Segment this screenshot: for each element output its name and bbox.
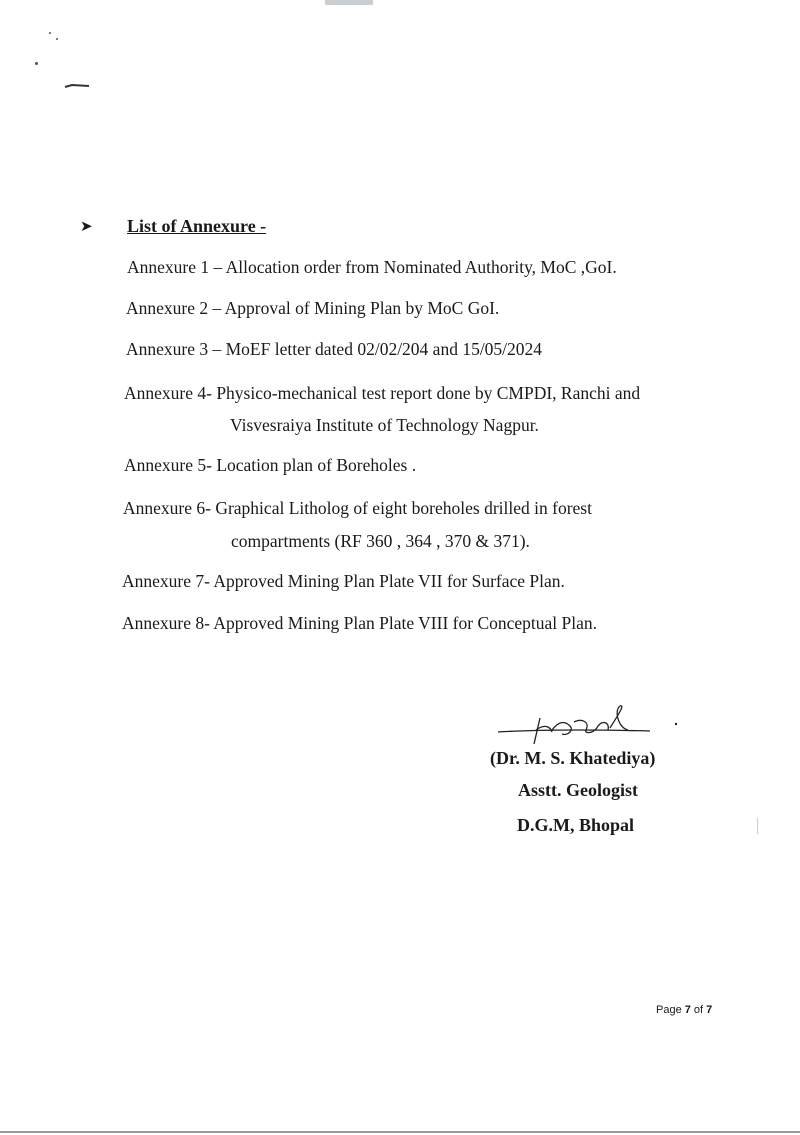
- page-number: Page 7 of 7: [656, 1004, 713, 1016]
- annexure-text: Annexure 2 – Approval of Mining Plan by MoC GoI.: [126, 298, 500, 318]
- annexure-item-1: [127, 259, 617, 277]
- annexure-item-8: [122, 615, 597, 633]
- current-page: 7: [684, 1004, 691, 1016]
- annexure-text: Annexure 6- Graphical Litholog of eight boreholes drilled in forest: [123, 498, 592, 518]
- annexure-item-7: [122, 573, 565, 591]
- signatory-name: (Dr. M. S. Khatediya): [490, 748, 656, 768]
- annexure-item-5: [124, 457, 416, 475]
- annexure-continuation: compartments (RF 360 , 364 , 370 & 371).: [231, 531, 530, 551]
- total-pages: 7: [706, 1004, 713, 1016]
- annexure-text: Annexure 7- Approved Mining Plan Plate VII for Surface Plan.: [122, 571, 565, 591]
- signatory-designation: Asstt. Geologist: [518, 780, 638, 800]
- handwritten-signature: [490, 700, 690, 750]
- scan-artifact: [325, 0, 373, 5]
- scan-artifact: [757, 818, 758, 834]
- arrowhead-bullet-icon: ➤: [80, 217, 93, 235]
- page-edge: [0, 1131, 800, 1133]
- annexure-continuation: Visvesraiya Institute of Technology Nagpur.: [230, 415, 539, 435]
- annexure-item-4: [124, 383, 641, 435]
- annexure-item-3: [126, 341, 542, 359]
- annexure-text: Annexure 3 – MoEF letter dated 02/02/204 and 15/05/2024: [126, 339, 543, 359]
- annexure-heading: List of Annexure -: [127, 216, 267, 236]
- scan-artifact: [56, 38, 58, 40]
- annexure-text: Annexure 8- Approved Mining Plan Plate VIII for Conceptual Plan.: [122, 613, 598, 633]
- scan-artifact: [35, 62, 38, 65]
- scan-artifact: [49, 32, 51, 34]
- annexure-item-6: [123, 498, 592, 551]
- annexure-text: Annexure 4- Physico-mechanical test report done by CMPDI, Ranchi and: [124, 383, 641, 403]
- annexure-text: Annexure 1 – Allocation order from Nominated Authority, MoC ,GoI.: [127, 257, 617, 277]
- annexure-item-2: [126, 300, 499, 318]
- annexure-text: Annexure 5- Location plan of Boreholes .: [124, 455, 417, 475]
- scan-artifact: [64, 84, 90, 88]
- signatory-office: D.G.M, Bhopal: [517, 815, 635, 835]
